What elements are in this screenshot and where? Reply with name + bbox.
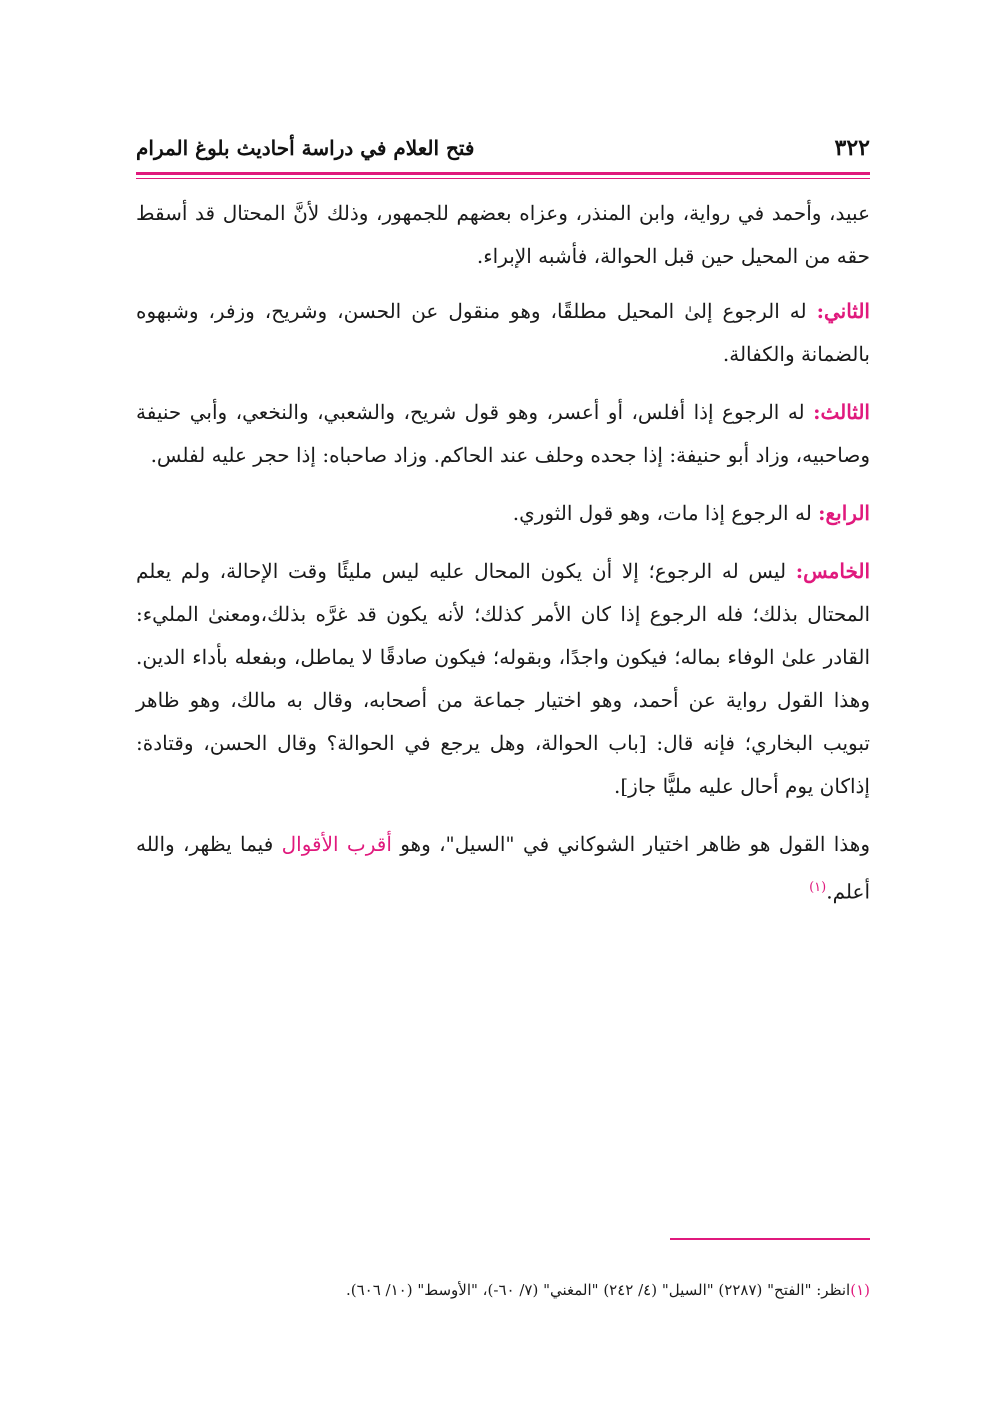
body-text [136, 192, 870, 929]
header-rule-thin [136, 178, 870, 179]
paragraph-text: ليس له الرجوع؛ إلا أن يكون المحال عليه ليس مليئًا وقت الإحالة، ولم يعلم المحتال بذلك؛ فله الرجوع إذا كان الأمر كذلك؛ لأنه يكون قد غرَّه بذلك،ومعنىٰ المليء: القادر علىٰ الوفاء بماله؛ فيكون واجدًا، وبقوله؛ فيكون صادقًا لا يماطل، وبفعله بأداء الدين. وهذا القول رواية عن أحمد، وهو اختيار جماعة من أصحابه، وقال به مالك، وهو ظاهر تبويب البخاري؛ فإنه قال: [باب الحوالة، وهل يرجع في الحوالة؟ وقال الحسن، وقتادة: إذاكان يوم أحال عليه مليًّا جاز]. [136, 559, 870, 798]
conclusion-highlight: أقرب الأقوال [281, 832, 392, 856]
header-rule-thick [136, 172, 870, 175]
opinion-label: الثالث: [813, 400, 870, 424]
paragraph-fourth-opinion [136, 492, 870, 535]
paragraph-text: له الرجوع إذا أفلس، أو أعسر، وهو قول شريح، والشعبي، والنخعي، وأبي حنيفة وصاحبيه، وزاد أبو حنيفة: إذا جحده وحلف عند الحاكم. وزاد صاحباه: إذا حجر عليه لفلس. [136, 400, 870, 467]
footnote-reference[interactable]: (١) [809, 880, 827, 895]
footnote-text: انظر: "الفتح" (٢٢٨٧) "السيل" (٤/ ٢٤٢) "المغني" (٧/ ٦٠-)، "الأوسط" (١٠/ ٦٠٦). [345, 1281, 851, 1299]
page-number: ٣٢٢ [834, 135, 870, 161]
paragraph-conclusion [136, 823, 870, 914]
conclusion-text-start: وهذا القول هو ظاهر اختيار الشوكاني في "السيل"، وهو [391, 832, 870, 856]
paragraph-text: له الرجوع إلىٰ المحيل مطلقًا، وهو منقول عن الحسن، وشريح، وزفر، وشبهوه بالضمانة والكفالة. [136, 299, 870, 366]
footnote-separator [670, 1238, 870, 1240]
opinion-label: الخامس: [795, 559, 871, 583]
paragraph-continuation [136, 192, 870, 278]
paragraph-third-opinion [136, 391, 870, 477]
paragraph-fifth-opinion [136, 550, 870, 808]
book-title: فتح العلام في دراسة أحاديث بلوغ المرام [136, 136, 475, 160]
conclusion-text-end: فيما يظهر، والله أعلم. [136, 832, 870, 904]
page-header [136, 128, 870, 168]
paragraph-second-opinion [136, 290, 870, 376]
opinion-label: الرابع: [818, 501, 870, 525]
footnote [136, 1277, 870, 1303]
opinion-label: الثاني: [816, 299, 870, 323]
footnote-number: (١) [850, 1281, 870, 1299]
paragraph-text: له الرجوع إذا مات، وهو قول الثوري. [512, 501, 812, 525]
paragraph-text: عبيد، وأحمد في رواية، وابن المنذر، وعزاه بعضهم للجمهور، وذلك لأنَّ المحتال قد أسقط حقه من المحيل حين قبل الحوالة، فأشبه الإبراء. [136, 201, 871, 268]
